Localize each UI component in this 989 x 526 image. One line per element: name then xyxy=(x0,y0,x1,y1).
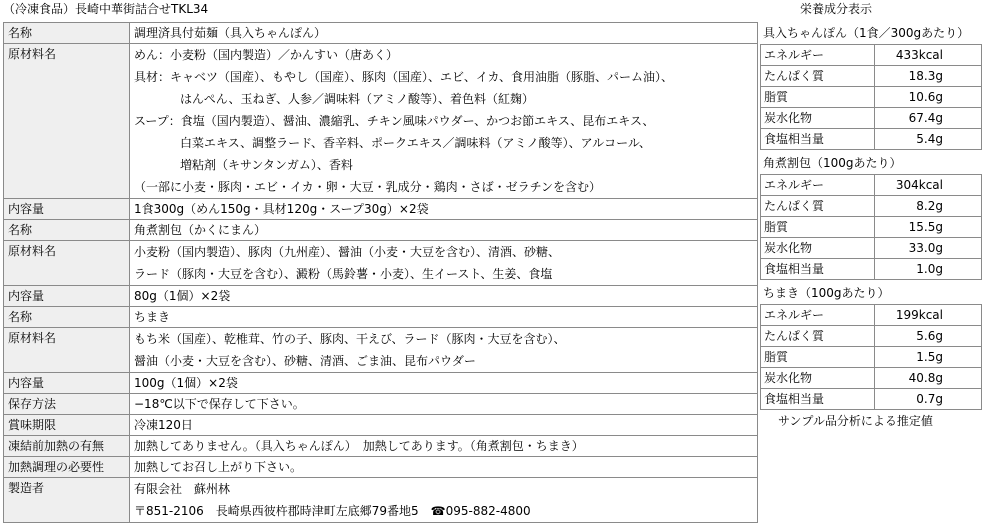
row-label: 加熱調理の必要性 xyxy=(4,457,130,478)
table-row xyxy=(4,307,758,328)
row-label: 原材料名 xyxy=(4,241,130,286)
ingredient-line: 増粘剤（キサンタンガム）、香料 xyxy=(180,158,353,172)
nutrient-label: 脂質 xyxy=(761,217,875,238)
maker-address: 〒851-2106 長崎県西彼杵郡時津町左底郷79番地5 ☎095-882-4800 xyxy=(134,504,531,518)
nutrient-value: 8.2g xyxy=(875,196,982,217)
nutrient-label: 炭水化物 xyxy=(761,238,875,259)
ingredient-line: はんぺん、玉ねぎ、人参／調味料（アミノ酸等）、着色料（紅麹） xyxy=(180,92,535,106)
row-value: −18℃以下で保存して下さい。 xyxy=(130,394,758,415)
nutrition-section xyxy=(760,22,982,150)
row-label: 内容量 xyxy=(4,373,130,394)
row-label: 内容量 xyxy=(4,286,130,307)
nutrition-table xyxy=(760,304,982,410)
row-value: 加熱してありません。（具入ちゃんぽん） 加熱してあります。（角煮割包・ちまき） xyxy=(130,436,758,457)
row-label: 名称 xyxy=(4,220,130,241)
nutrition-row xyxy=(761,45,982,66)
ingredient-line: スープ：食塩（国内製造）、醤油、濃縮乳、チキン風味パウダー、かつお節エキス、昆布エキス、 xyxy=(134,114,655,128)
nutrient-label: たんぱく質 xyxy=(761,196,875,217)
row-label: 凍結前加熱の有無 xyxy=(4,436,130,457)
table-row xyxy=(4,478,758,523)
nutrition-row xyxy=(761,217,982,238)
nutrient-value: 15.5g xyxy=(875,217,982,238)
nutrition-row xyxy=(761,175,982,196)
nutrition-row xyxy=(761,238,982,259)
table-row xyxy=(4,44,758,199)
nutrient-value: 5.6g xyxy=(875,326,982,347)
nutrient-label: 脂質 xyxy=(761,347,875,368)
nutrient-value: 33.0g xyxy=(875,238,982,259)
ingredient-line: 小麦粉（国内製造）、豚肉（九州産）、醤油（小麦・大豆を含む）、清酒、砂糖、 xyxy=(134,245,561,259)
table-row xyxy=(4,457,758,478)
table-row xyxy=(4,220,758,241)
nutrition-row xyxy=(761,196,982,217)
ingredient-line: もち米（国産）、乾椎茸、竹の子、豚肉、干えび、ラード（豚肉・大豆を含む）、 xyxy=(134,332,566,346)
row-value: 80g（1個）×2袋 xyxy=(130,286,758,307)
nutrition-row xyxy=(761,108,982,129)
maker-cell xyxy=(130,478,758,523)
nutrient-value: 18.3g xyxy=(875,66,982,87)
nutrient-label: 炭水化物 xyxy=(761,368,875,389)
table-row xyxy=(4,415,758,436)
row-value: 角煮割包（かくにまん） xyxy=(130,220,758,241)
nutrient-value: 5.4g xyxy=(875,129,982,150)
table-row xyxy=(4,286,758,307)
nutrient-label: 炭水化物 xyxy=(761,108,875,129)
maker-name: 有限会社 蘇州林 xyxy=(134,482,231,496)
nutrition-section xyxy=(760,282,982,410)
table-row xyxy=(4,199,758,220)
row-value: ちまき xyxy=(130,307,758,328)
nutrient-value: 1.5g xyxy=(875,347,982,368)
nutrient-label: 脂質 xyxy=(761,87,875,108)
ingredient-line: ラード（豚肉・大豆を含む）、澱粉（馬鈴薯・小麦）、生イースト、生姜、食塩 xyxy=(134,267,553,281)
nutrition-section xyxy=(760,152,982,280)
nutrition-row xyxy=(761,129,982,150)
table-row xyxy=(4,241,758,286)
nutrition-row xyxy=(761,259,982,280)
document-title: （冷凍食品）長崎中華街詰合せTKL34 xyxy=(3,2,209,16)
nutrition-row xyxy=(761,66,982,87)
ingredients-cell xyxy=(130,44,758,199)
nutrition-row xyxy=(761,347,982,368)
row-value: 加熱してお召し上がり下さい。 xyxy=(130,457,758,478)
nutrition-row xyxy=(761,368,982,389)
row-label: 名称 xyxy=(4,23,130,44)
nutrient-value: 0.7g xyxy=(875,389,982,410)
nutrition-heading: 具入ちゃんぽん（1食／300gあたり） xyxy=(763,26,970,40)
row-value: 1食300g（めん150g・具材120g・スープ30g）×2袋 xyxy=(130,199,758,220)
nutrient-label: エネルギー xyxy=(761,45,875,66)
nutrition-row xyxy=(761,87,982,108)
row-label: 名称 xyxy=(4,307,130,328)
ingredients-cell xyxy=(130,241,758,286)
nutrition-table xyxy=(760,44,982,150)
row-label: 原材料名 xyxy=(4,44,130,199)
table-row xyxy=(4,373,758,394)
nutrition-heading: ちまき（100gあたり） xyxy=(763,286,890,300)
nutrition-table xyxy=(760,174,982,280)
nutrient-value: 67.4g xyxy=(875,108,982,129)
row-label: 製造者 xyxy=(4,478,130,523)
ingredient-line: 醤油（小麦・大豆を含む）、砂糖、清酒、ごま油、昆布パウダー xyxy=(134,354,476,368)
nutrient-value: 10.6g xyxy=(875,87,982,108)
nutrition-row xyxy=(761,389,982,410)
table-row xyxy=(4,394,758,415)
nutrition-title: 栄養成分表示 xyxy=(800,2,873,16)
nutrition-row xyxy=(761,326,982,347)
nutrient-label: エネルギー xyxy=(761,305,875,326)
table-row xyxy=(4,328,758,373)
ingredient-line: 具材：キャベツ（国産）、もやし（国産）、豚肉（国産）、エビ、イカ、食用油脂（豚脂、パーム油）、 xyxy=(134,70,674,84)
row-label: 内容量 xyxy=(4,199,130,220)
allergen-line: （一部に小麦・豚肉・エビ・イカ・卵・大豆・乳成分・鶏肉・さば・ゼラチンを含む） xyxy=(134,180,602,194)
nutrient-value: 433kcal xyxy=(875,45,982,66)
nutrient-value: 1.0g xyxy=(875,259,982,280)
nutrition-footnote: サンプル品分析による推定値 xyxy=(778,414,933,428)
table-row xyxy=(4,436,758,457)
nutrient-label: たんぱく質 xyxy=(761,66,875,87)
row-label: 保存方法 xyxy=(4,394,130,415)
row-value: 冷凍120日 xyxy=(130,415,758,436)
nutrient-label: 食塩相当量 xyxy=(761,389,875,410)
nutrient-label: 食塩相当量 xyxy=(761,129,875,150)
table-row xyxy=(4,23,758,44)
nutrient-value: 199kcal xyxy=(875,305,982,326)
ingredient-line: めん：小麦粉（国内製造）／かんすい（唐あく） xyxy=(134,48,399,62)
row-value: 100g（1個）×2袋 xyxy=(130,373,758,394)
row-label: 賞味期限 xyxy=(4,415,130,436)
nutrient-label: 食塩相当量 xyxy=(761,259,875,280)
row-value: 調理済具付茹麺（具入ちゃんぽん） xyxy=(130,23,758,44)
nutrient-value: 304kcal xyxy=(875,175,982,196)
ingredient-line: 白菜エキス、調整ラード、香辛料、ポークエキス／調味料（アミノ酸等）、アルコール、 xyxy=(180,136,651,150)
row-label: 原材料名 xyxy=(4,328,130,373)
nutrient-label: たんぱく質 xyxy=(761,326,875,347)
product-info-table xyxy=(3,22,758,523)
ingredients-cell xyxy=(130,328,758,373)
nutrient-value: 40.8g xyxy=(875,368,982,389)
nutrient-label: エネルギー xyxy=(761,175,875,196)
nutrition-heading: 角煮割包（100gあたり） xyxy=(763,156,902,170)
nutrition-row xyxy=(761,305,982,326)
